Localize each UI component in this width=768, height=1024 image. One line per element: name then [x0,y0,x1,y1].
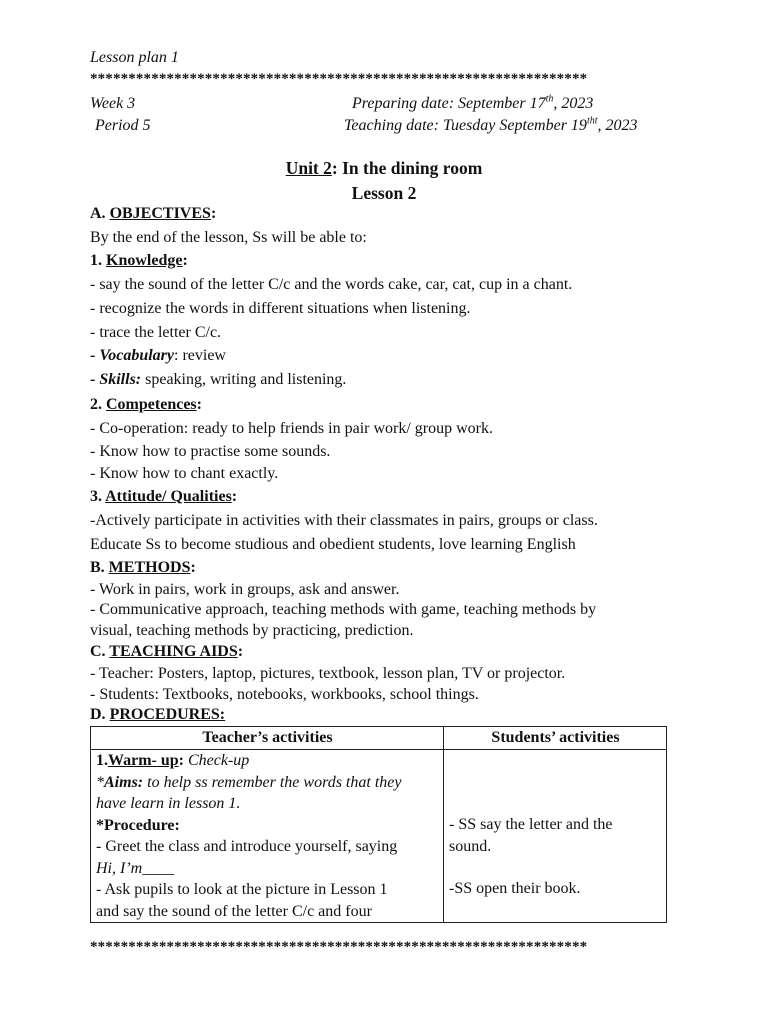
table-row [91,750,667,923]
spacer [449,857,662,878]
aims-line: *Aims: to help ss remember the words that they [96,773,402,791]
ask-line: - Ask pupils to look at the picture in Lesson 1 [96,881,388,898]
attitude-heading: 3. Attitude/ Qualities: [90,488,238,505]
greet-line: Hi, I’m____ [96,859,175,877]
objectives-heading: A. OBJECTIVES: [90,205,217,222]
method-item: - Communicative approach, teaching methods with game, teaching methods by [90,601,597,618]
attitude-item: Educate Ss to become studious and obedient students, love learning English [90,536,576,553]
top-star-divider: ***************************************************************** [90,72,588,86]
student-activity: sound. [449,837,492,855]
method-item: visual, teaching methods by practicing, prediction. [90,622,414,639]
students-activities-header: Students’ activities [444,727,667,750]
teaching-aid-item: - Students: Textbooks, notebooks, workbooks, school things. [90,686,479,703]
competence-item: - Know how to chant exactly. [90,465,279,482]
student-activity: -SS open their book. [449,880,581,897]
procedures-table [90,726,667,923]
warmup-line: 1.Warm- up: Check-up [96,752,250,769]
procedure-label: *Procedure: [96,816,180,834]
lesson-plan-label: Lesson plan 1 [90,49,179,66]
teaching-aid-item: - Teacher: Posters, laptop, pictures, textbook, lesson plan, TV or projector. [90,665,566,682]
preparing-date: Preparing date: September 17th, 2023 [352,93,594,112]
aims-line: have learn in lesson 1. [96,795,241,812]
greet-line: - Greet the class and introduce yourself, saying [96,838,398,855]
procedures-heading: D. PROCEDURES: [90,706,226,723]
objectives-intro: By the end of the lesson, Ss will be able to: [90,229,367,246]
attitude-item: -Actively participate in activities with their classmates in pairs, groups or class. [90,512,598,529]
teacher-activities-cell [91,750,444,923]
competence-item: - Know how to practise some sounds. [90,443,331,460]
period-label: Period 5 [95,117,151,134]
knowledge-item: - recognize the words in different situations when listening. [90,300,471,317]
ask-line: and say the sound of the letter C/c and four [96,902,372,920]
knowledge-item: - say the sound of the letter C/c and the words cake, car, cat, cup in a chant. [90,276,573,293]
spacer [449,750,662,814]
student-activity: - SS say the letter and the [449,816,613,833]
bottom-star-divider: ***************************************************************** [90,940,588,954]
method-item: - Work in pairs, work in groups, ask and answer. [90,581,400,598]
methods-heading: B. METHODS: [90,559,196,576]
competences-heading: 2. Competences: [90,396,202,413]
knowledge-heading: 1. Knowledge: [90,252,188,269]
skills-item: - Skills: speaking, writing and listening. [90,371,347,388]
knowledge-item: - trace the letter C/c. [90,324,222,341]
competence-item: - Co-operation: ready to help friends in pair work/ group work. [90,420,494,437]
teaching-date: Teaching date: Tuesday September $19^{tht}$, 2023 [344,115,638,134]
table-header-row [91,727,667,750]
students-activities-cell [444,750,667,923]
teaching-aids-heading: C. TEACHING AIDS: [90,643,244,660]
week-label: Week 3 [90,95,136,112]
unit-title: Unit 2: In the dining room [285,158,483,178]
lesson-title: Lesson 2 [351,183,417,203]
vocabulary-item: - Vocabulary: review [90,347,226,364]
teacher-activities-header: Teacher’s activities [91,727,444,750]
